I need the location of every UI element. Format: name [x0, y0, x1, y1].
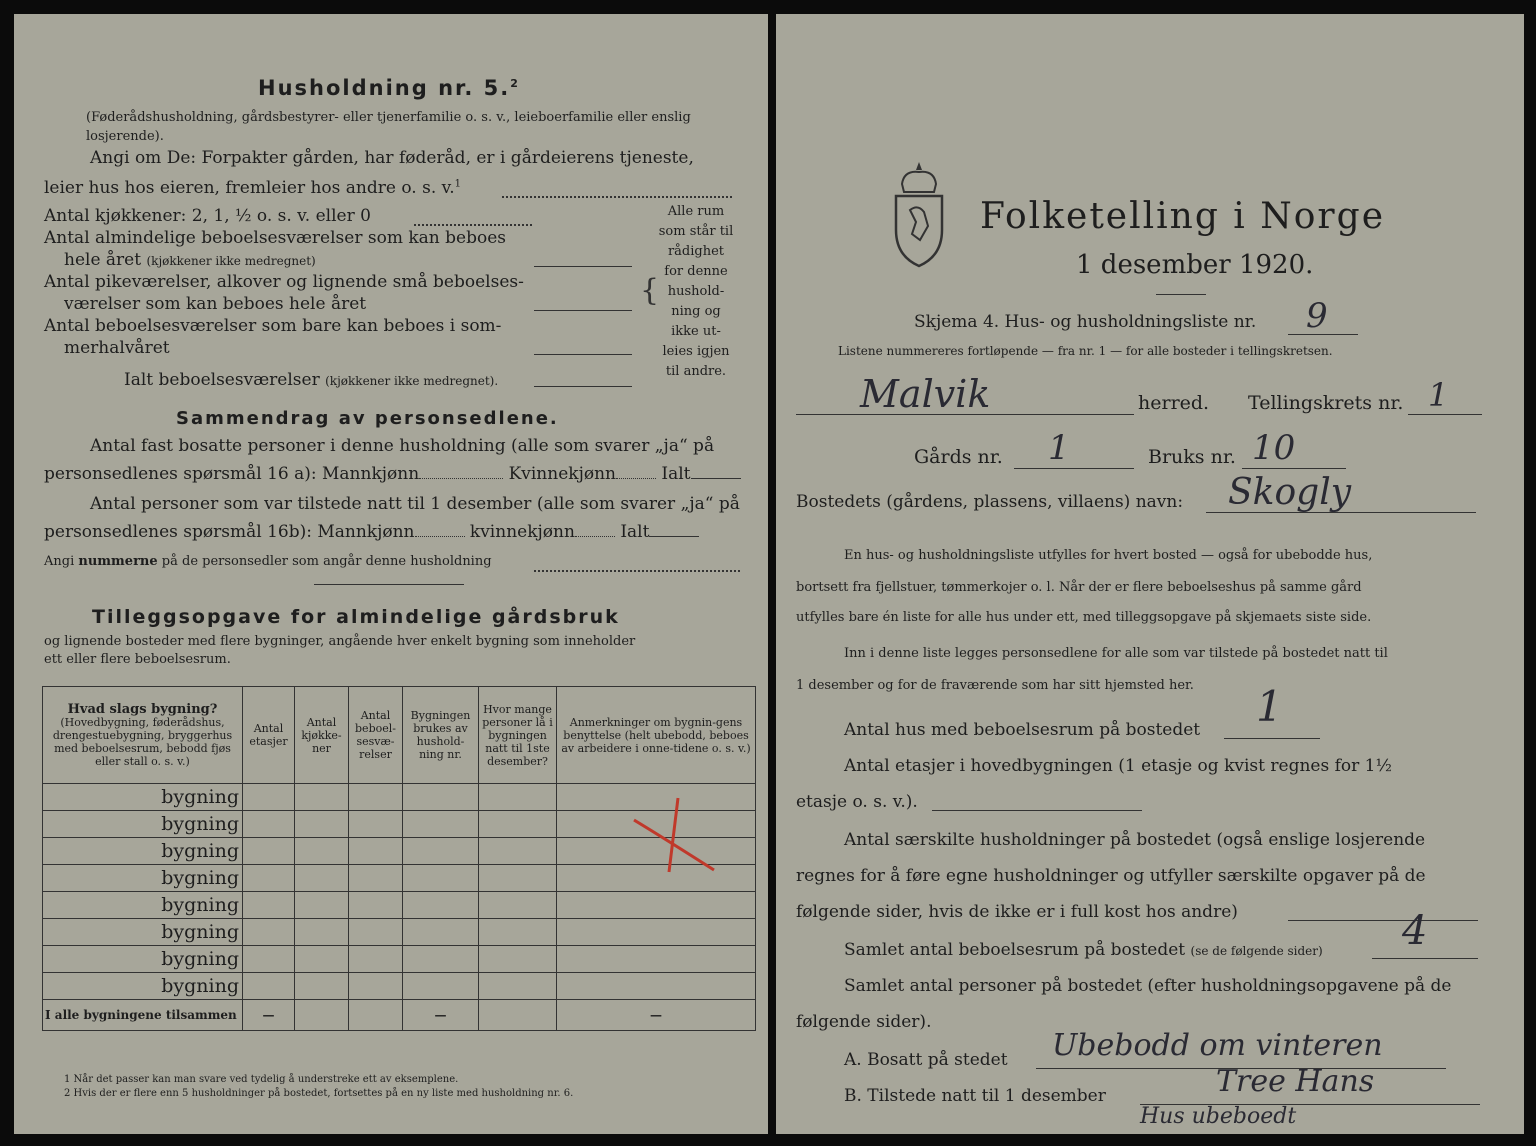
q4-label: Samlet antal beboelsesrum på bostedet (se de følgende sider) [844, 940, 1323, 960]
red-cross-mark [614, 790, 724, 880]
q3-label-b: regnes for å føre egne husholdninger og utfyller særskilte opgaver på de [796, 866, 1426, 886]
household-title: Husholdning nr. 5.$^2$ [258, 76, 520, 100]
q1-label: Antal hus med beboelsesrum på bostedet [844, 720, 1201, 740]
q4-hand: 4 [1402, 908, 1428, 954]
qb-label: B. Tilstede natt til 1 desember [844, 1086, 1106, 1106]
alm-label-1: Antal almindelige beboelsesværelser som kan beboes [44, 228, 506, 248]
bruks-nr-line[interactable] [1242, 468, 1346, 469]
summary-title: Sammendrag av personsedlene. [176, 408, 559, 429]
building-cell[interactable] [557, 919, 756, 946]
building-cell[interactable] [479, 973, 557, 1000]
building-cell[interactable] [479, 892, 557, 919]
krets-label: Tellingskrets nr. [1248, 392, 1404, 414]
summary-line-4: personsedlenes spørsmål 16b): Mannkjønn kvinnekjønn Ialt [44, 522, 699, 542]
sum-cell[interactable]: — [403, 1000, 479, 1031]
building-row-label[interactable]: bygning [43, 865, 243, 892]
building-cell[interactable] [557, 946, 756, 973]
building-cell[interactable] [349, 919, 403, 946]
building-cell[interactable] [479, 919, 557, 946]
building-row-label[interactable]: bygning [43, 838, 243, 865]
ialt-label: Ialt beboelsesværelser (kjøkkener ikke medregnet). [124, 370, 499, 390]
side-note-line: til andre. [665, 364, 727, 379]
building-cell[interactable] [295, 811, 349, 838]
building-cell[interactable] [295, 865, 349, 892]
building-cell[interactable] [295, 973, 349, 1000]
building-cell[interactable] [243, 973, 295, 1000]
kjokkener-label: Antal kjøkkener: 2, 1, ½ o. s. v. eller 0 [44, 206, 371, 226]
qa-label: A. Bosatt på stedet [844, 1050, 1008, 1070]
building-cell[interactable] [403, 946, 479, 973]
bruks-label: Bruks nr. [1148, 446, 1236, 468]
summary-line-2: personsedlenes spørsmål 16 a): Mannkjønn Kvinnekjønn Ialt [44, 464, 741, 484]
building-row-label[interactable]: bygning [43, 946, 243, 973]
side-note-line: ikke ut- [671, 324, 721, 339]
side-note-line: Alle rum [667, 204, 725, 219]
skjema-label: Skjema 4. Hus- og husholdningsliste nr. [914, 312, 1257, 332]
bruks-nr-hand: 10 [1252, 428, 1296, 468]
building-cell[interactable] [295, 919, 349, 946]
building-cell[interactable] [243, 784, 295, 811]
building-cell[interactable] [243, 892, 295, 919]
coat-of-arms-icon [888, 160, 950, 270]
building-row-label[interactable]: bygning [43, 784, 243, 811]
building-cell[interactable] [479, 946, 557, 973]
sum-cell[interactable] [479, 1000, 557, 1031]
bosted-hand: Skogly [1228, 472, 1352, 513]
building-cell[interactable] [295, 784, 349, 811]
summary-line-5: Angi nummerne på de personsedler som angår denne husholdning [44, 554, 492, 569]
side-note-line: hushold- [667, 284, 725, 299]
info-line-2: bortsett fra fjellstuer, tømmerkojer o. l. Når der er flere beboelseshus på samme gård [796, 580, 1362, 595]
herred-hand: Malvik [860, 372, 991, 416]
side-note-line: for denne [664, 264, 728, 279]
table-row [43, 946, 756, 973]
summary-line-1: Antal fast bosatte personer i denne husholdning (alle som svarer „ja“ på [90, 436, 715, 456]
side-note [654, 202, 738, 382]
building-cell[interactable] [243, 838, 295, 865]
summary-line-3: Antal personer som var tilstede natt til 1 desember (alle som svarer „ja“ på [90, 494, 740, 514]
tillegg-line-1: og lignende bosteder med flere bygninger, angående hver enkelt bygning som inneholder [44, 634, 636, 649]
table-row [43, 973, 756, 1000]
angi-answer-line[interactable] [502, 196, 732, 198]
sum-label: I alle bygningene tilsammen [43, 1000, 243, 1031]
footnote-1: 1 Når det passer kan man svare ved tydelig å understreke ett av eksemplene. [64, 1074, 459, 1085]
building-cell[interactable] [243, 811, 295, 838]
kjokkener-dots [414, 224, 532, 226]
building-cell[interactable] [349, 973, 403, 1000]
building-cell[interactable] [349, 946, 403, 973]
sum-cell[interactable]: — [243, 1000, 295, 1031]
skjema-nr-hand: 9 [1306, 296, 1328, 336]
building-cell[interactable] [403, 838, 479, 865]
col-husholdning-nr: Bygningen brukes av hushold-ning nr. [403, 687, 479, 784]
pike-answer-line[interactable] [534, 310, 632, 311]
building-row-label[interactable]: bygning [43, 811, 243, 838]
building-cell[interactable] [479, 811, 557, 838]
building-cell[interactable] [243, 919, 295, 946]
col-anmerkninger: Anmerkninger om bygnin-gens benyttelse (helt ubebodd, beboes av arbeidere i onne-tidene o. s. v.) [557, 687, 756, 784]
building-cell[interactable] [349, 865, 403, 892]
q3-label-a: Antal særskilte husholdninger på bostedet (også enslige losjerende [844, 830, 1426, 850]
listene-note: Listene nummereres fortløpende — fra nr. 1 — for alle bosteder i tellingskretsen. [838, 344, 1333, 358]
building-cell[interactable] [295, 838, 349, 865]
building-row-label[interactable]: bygning [43, 919, 243, 946]
info-line-5: 1 desember og for de fraværende som har sitt hjemsted her. [796, 678, 1194, 693]
bosted-label: Bostedets (gårdens, plassens, villaens) navn: [796, 492, 1184, 512]
building-cell[interactable] [403, 973, 479, 1000]
table-row [43, 892, 756, 919]
som-label-2: merhalvåret [64, 338, 170, 358]
info-line-4: Inn i denne liste legges personsedlene for alle som var tilstede på bostedet natt til [844, 646, 1388, 661]
q4-line[interactable] [1372, 958, 1478, 959]
col-building-type: Hvad slags bygning? (Hovedbygning, føderådshus, drengestuebygning, bryggerhus med beboelsesrum, bebodd fjøs eller stall o. s. v.) [43, 687, 243, 784]
som-answer-line[interactable] [534, 354, 632, 355]
side-note-line: rådighet [667, 244, 725, 259]
pike-label-1: Antal pikeværelser, alkover og lignende små beboelses- [44, 272, 524, 292]
building-row-label[interactable]: bygning [43, 973, 243, 1000]
alm-answer-line[interactable] [534, 266, 632, 267]
building-cell[interactable] [349, 838, 403, 865]
qb-hand: Tree Hans [1216, 1064, 1375, 1099]
sum-cell[interactable]: — [557, 1000, 756, 1031]
col-etasjer: Antal etasjer [243, 687, 295, 784]
angi-line-1: Angi om De: Forpakter gården, har føderåd, er i gårdeierens tjeneste, [90, 148, 694, 168]
krets-nr-hand: 1 [1428, 376, 1449, 414]
q1-hand: 1 [1256, 682, 1283, 731]
building-cell[interactable] [403, 784, 479, 811]
building-cell[interactable] [479, 838, 557, 865]
qa-hand: Ubebodd om vinteren [1052, 1028, 1383, 1063]
title-divider [1156, 294, 1206, 295]
sum-cell[interactable] [349, 1000, 403, 1031]
ialt-answer-line[interactable] [534, 386, 632, 387]
q5-label-b: følgende sider). [796, 1012, 932, 1032]
herred-label: herred. [1138, 392, 1210, 414]
building-cell[interactable] [243, 946, 295, 973]
side-note-line: leies igjen [662, 344, 730, 359]
side-note-line: ning og [671, 304, 721, 319]
divider [314, 584, 464, 585]
building-cell[interactable] [479, 784, 557, 811]
angi-line-2: leier hus hos eieren, fremleier hos andre o. s. v.$^1$ [44, 178, 461, 198]
tillegg-title: Tilleggsopgave for almindelige gårdsbruk [92, 606, 620, 628]
building-cell[interactable] [349, 784, 403, 811]
right-page [776, 14, 1524, 1134]
q2-label-b: etasje o. s. v.). [796, 792, 918, 812]
sum-cell[interactable] [295, 1000, 349, 1031]
q3-line[interactable] [1288, 920, 1478, 921]
herred-line[interactable] [796, 414, 1134, 415]
household-subtitle: (Føderådshusholdning, gårdsbestyrer- eller tjenerfamilie o. s. v., leieboerfamilie eller enslig losjerende). [86, 110, 691, 144]
form-date: 1 desember 1920. [1076, 250, 1314, 280]
table-row [43, 919, 756, 946]
building-cell[interactable] [557, 892, 756, 919]
gards-nr-hand: 1 [1048, 428, 1070, 468]
q5-label-a: Samlet antal personer på bostedet (efter husholdningsopgavene på de [844, 976, 1452, 996]
q1-line[interactable] [1224, 738, 1320, 739]
tillegg-line-2: ett eller flere beboelsesrum. [44, 652, 231, 667]
footnote-2: 2 Hvis der er flere enn 5 husholdninger på bostedet, fortsettes på en ny liste med husholdning nr. 6. [64, 1088, 574, 1099]
col-personer: Hvor mange personer lå i bygningen natt til 1ste desember? [479, 687, 557, 784]
building-cell[interactable] [557, 973, 756, 1000]
building-cell[interactable] [243, 865, 295, 892]
q2-label-a: Antal etasjer i hovedbygningen (1 etasje og kvist regnes for 1½ [844, 756, 1392, 776]
building-cell[interactable] [295, 946, 349, 973]
building-cell[interactable] [403, 865, 479, 892]
left-page [14, 14, 768, 1134]
col-kjokkener: Antal kjøkke-ner [295, 687, 349, 784]
table-sum-row [43, 1000, 756, 1031]
q2-line[interactable] [932, 810, 1142, 811]
alm-label-2: hele året (kjøkkener ikke medregnet) [64, 250, 316, 270]
gards-label: Gårds nr. [914, 446, 1003, 468]
pike-label-2: værelser som kan beboes hele året [64, 294, 367, 314]
col-beboelsesvaerelser: Antal beboel-sesvæ-relser [349, 687, 403, 784]
building-cell[interactable] [479, 865, 557, 892]
building-cell[interactable] [349, 811, 403, 838]
som-label-1: Antal beboelsesværelser som bare kan beboes i som- [44, 316, 502, 336]
nummerne-answer-line[interactable] [534, 570, 740, 572]
info-line-3: utfylles bare én liste for alle hus under ett, med tilleggsopgave på skjemaets siste side. [796, 610, 1372, 625]
krets-nr-line[interactable] [1408, 414, 1482, 415]
qb-hand-2: Hus ubeboedt [1140, 1104, 1297, 1129]
building-cell[interactable] [295, 892, 349, 919]
info-line-1: En hus- og husholdningsliste utfylles for hvert bosted — også for ubebodde hus, [844, 548, 1373, 563]
building-cell[interactable] [403, 919, 479, 946]
form-title: Folketelling i Norge [980, 196, 1385, 237]
building-cell[interactable] [403, 811, 479, 838]
gards-nr-line[interactable] [1014, 468, 1134, 469]
side-bracket: { [640, 273, 660, 308]
building-row-label[interactable]: bygning [43, 892, 243, 919]
building-cell[interactable] [349, 892, 403, 919]
side-note-line: som står til [658, 224, 734, 239]
building-cell[interactable] [403, 892, 479, 919]
q3-label-c: følgende sider, hvis de ikke er i full kost hos andre) [796, 902, 1238, 922]
